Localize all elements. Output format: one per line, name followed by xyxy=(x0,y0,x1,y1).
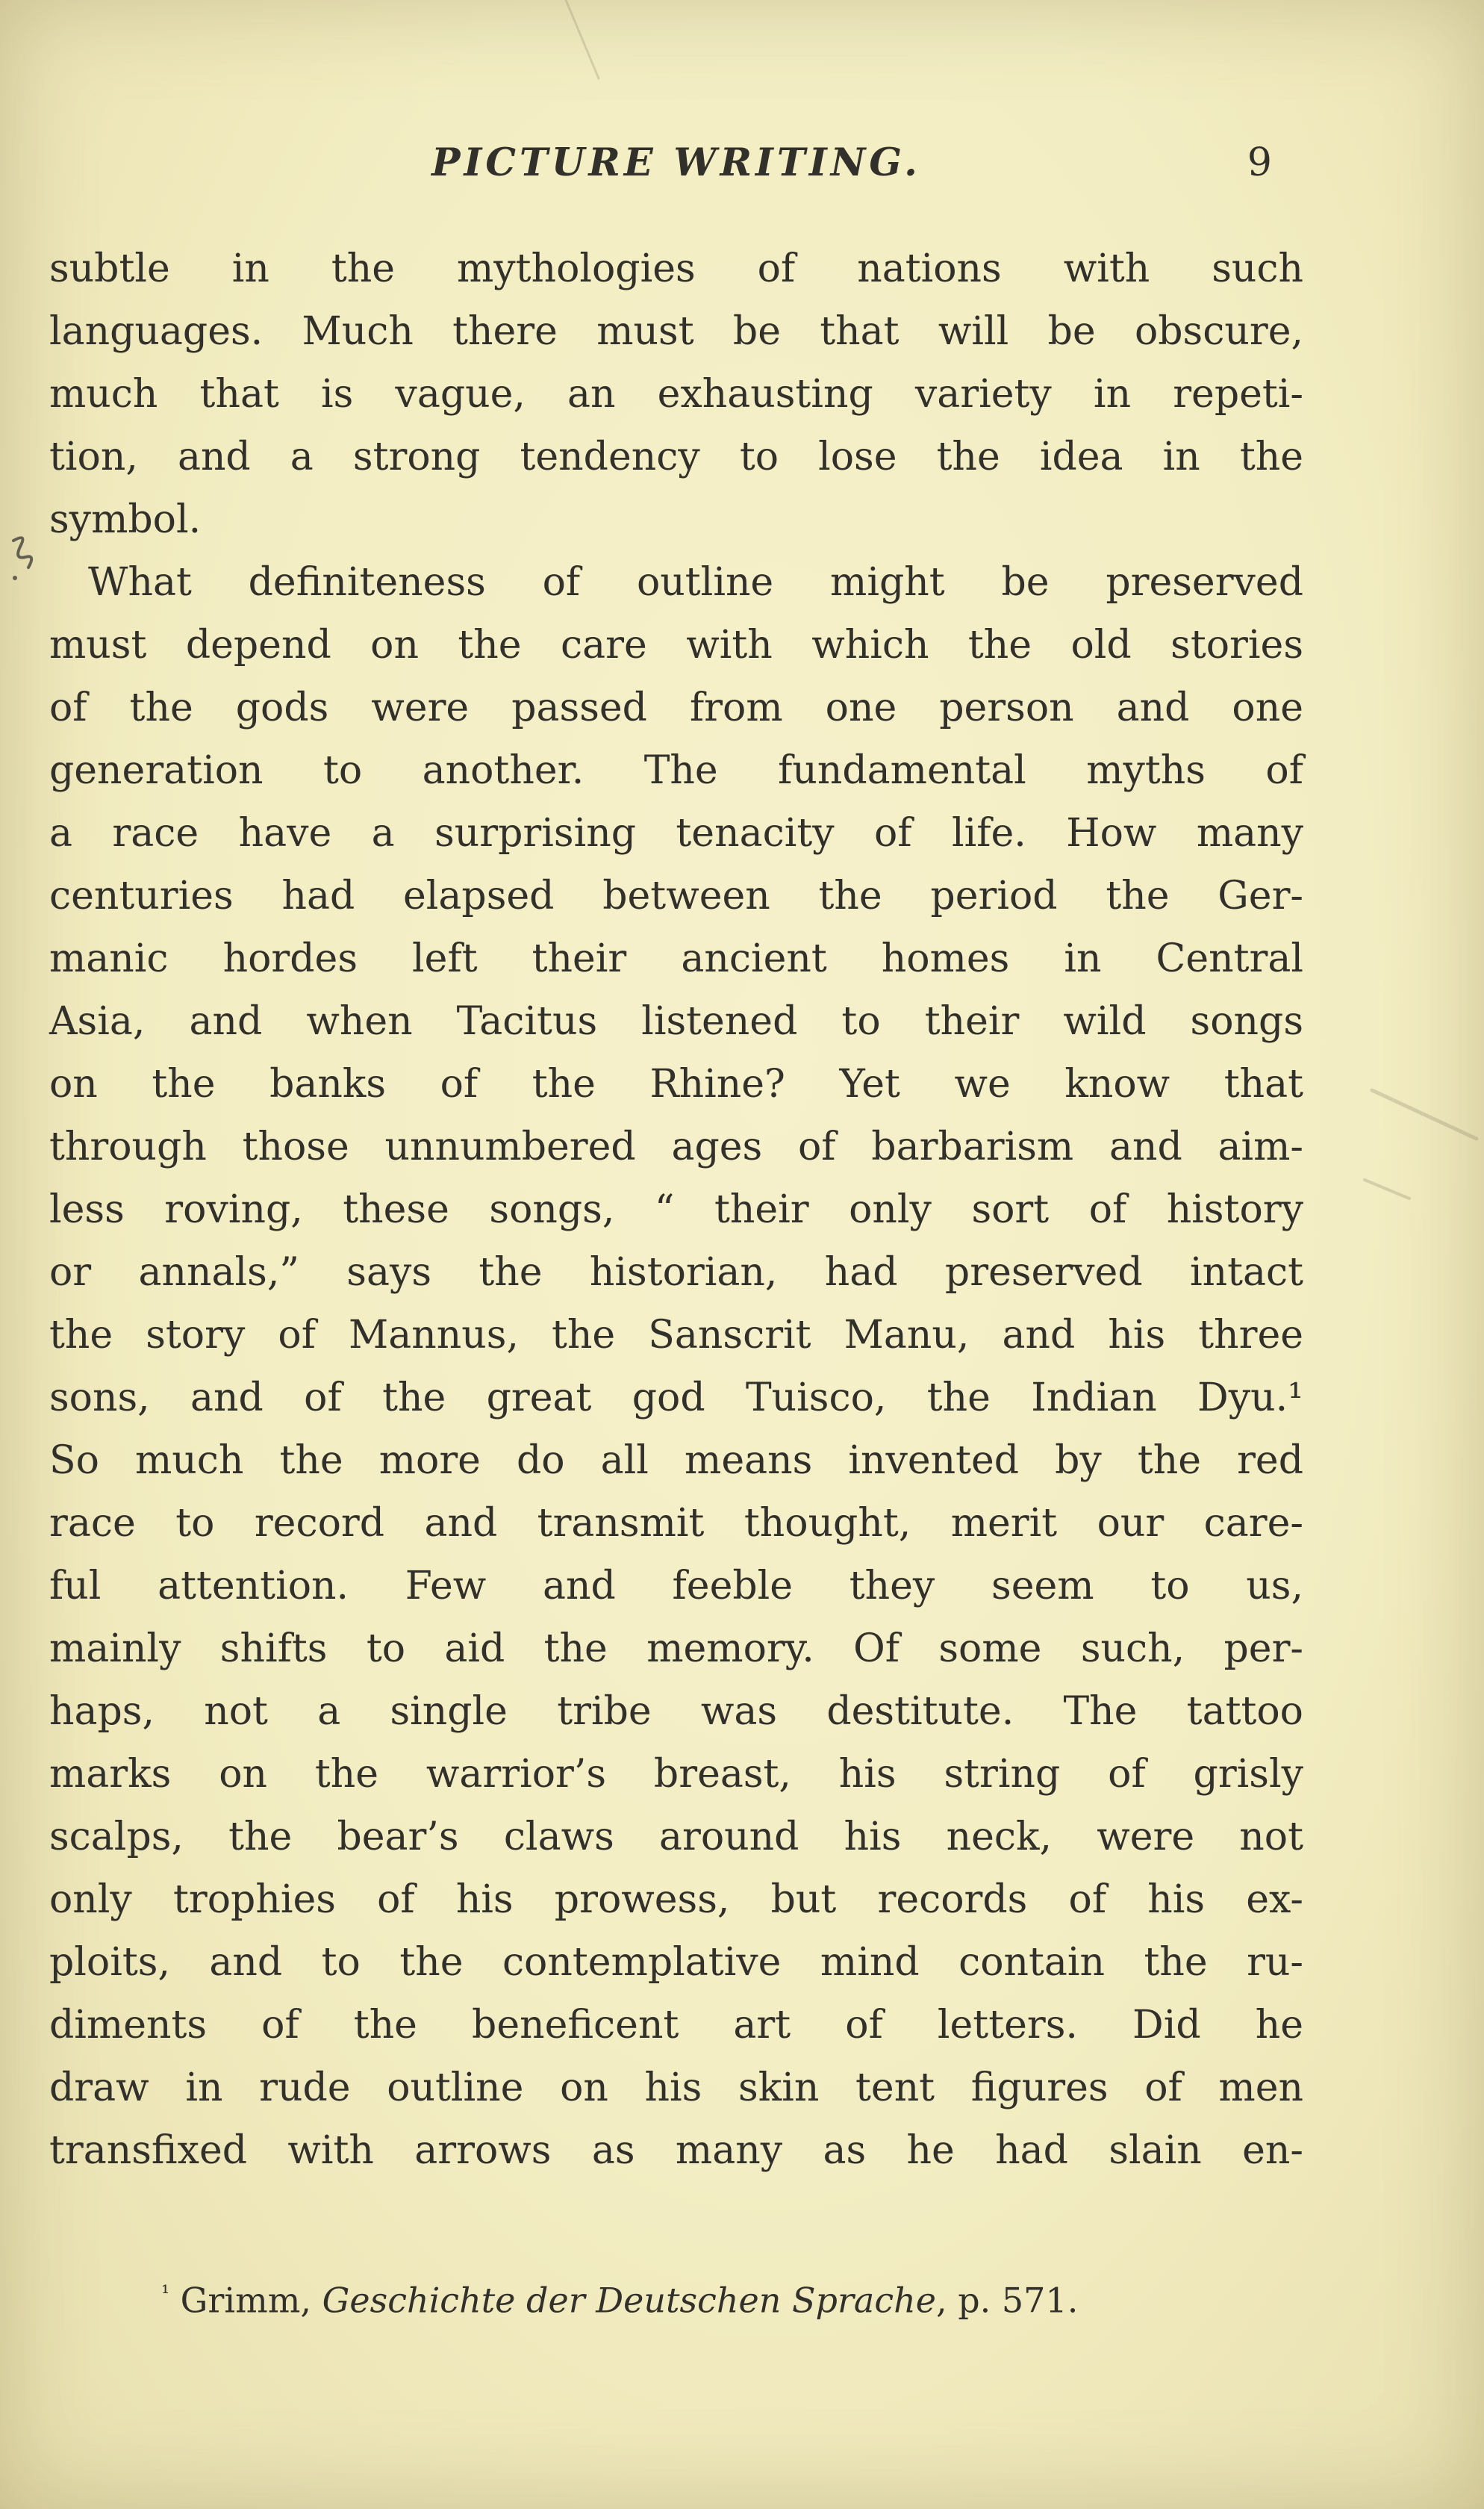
running-title: PICTURE WRITING. xyxy=(431,140,921,185)
text-line: of the gods were passed from one person and one xyxy=(49,685,1303,730)
text-line: scalps, the bear’s claws around his neck, were not xyxy=(49,1815,1303,1859)
text-line: transfixed with arrows as many as he had slain en- xyxy=(49,2128,1303,2173)
text-line: symbol. xyxy=(49,497,202,542)
text-line: Asia, and when Tacitus listened to their wild songs xyxy=(49,999,1303,1044)
text-line: sons, and of the great god Tuisco, the Indian Dyu.¹ xyxy=(49,1375,1303,1420)
footnote-marker: ¹ xyxy=(161,2281,170,2305)
text-line: tion, and a strong tendency to lose the idea in the xyxy=(49,435,1303,479)
page-number: 9 xyxy=(1247,140,1272,185)
text-line: on the banks of the Rhine? Yet we know that xyxy=(49,1062,1303,1107)
text-line: languages. Much there must be that will be obscure, xyxy=(49,309,1303,354)
text-line: much that is vague, an exhausting variety in repeti- xyxy=(49,372,1303,417)
footnote-prefix: Grimm, xyxy=(169,2280,322,2321)
text-line: or annals,” says the historian, had preserved intact xyxy=(49,1250,1303,1295)
footnote-title-italic: Geschichte der Deutschen Sprache xyxy=(322,2280,936,2321)
text-line: through those unnumbered ages of barbarism and aim- xyxy=(49,1125,1303,1169)
text-line: manic hordes left their ancient homes in Central xyxy=(49,936,1303,981)
text-line: subtle in the mythologies of nations with such xyxy=(49,246,1303,291)
footnote xyxy=(49,2269,1303,2325)
text-line: ful attention. Few and feeble they seem to us, xyxy=(49,1564,1303,1608)
margin-stray-stroke xyxy=(1357,1068,1484,1210)
footnote-suffix: , p. 571. xyxy=(935,2280,1079,2321)
margin-pencil-mark xyxy=(3,532,48,591)
text-line: generation to another. The fundamental myths of xyxy=(49,748,1303,793)
text-line: draw in rude outline on his skin tent figures of men xyxy=(49,2065,1303,2110)
page-header xyxy=(49,140,1303,193)
text-line: marks on the warrior’s breast, his string of grisly xyxy=(49,1752,1303,1797)
text-line: centuries had elapsed between the period the Ger- xyxy=(49,874,1303,918)
text-line: mainly shifts to aid the memory. Of some such, per- xyxy=(49,1626,1303,1671)
body-text xyxy=(49,237,1303,2182)
text-line: What definiteness of outline might be preserved xyxy=(88,560,1303,605)
paper-crease xyxy=(552,0,612,82)
text-line: diments of the beneficent art of letters. Did he xyxy=(49,2003,1303,2048)
text-line: only trophies of his prowess, but records of his ex- xyxy=(49,1877,1303,1922)
text-line: the story of Mannus, the Sanscrit Manu, and his three xyxy=(49,1313,1303,1358)
text-line: a race have a surprising tenacity of life. How many xyxy=(49,811,1303,856)
text-line: less roving, these songs, “ their only sort of history xyxy=(49,1187,1303,1232)
text-line: must depend on the care with which the old stories xyxy=(49,623,1303,668)
text-line: race to record and transmit thought, merit our care- xyxy=(49,1501,1303,1546)
text-line: haps, not a single tribe was destitute. The tattoo xyxy=(49,1689,1303,1734)
text-line: So much the more do all means invented by the red xyxy=(49,1438,1303,1483)
text-line: ploits, and to the contemplative mind contain the ru- xyxy=(49,1940,1303,1985)
